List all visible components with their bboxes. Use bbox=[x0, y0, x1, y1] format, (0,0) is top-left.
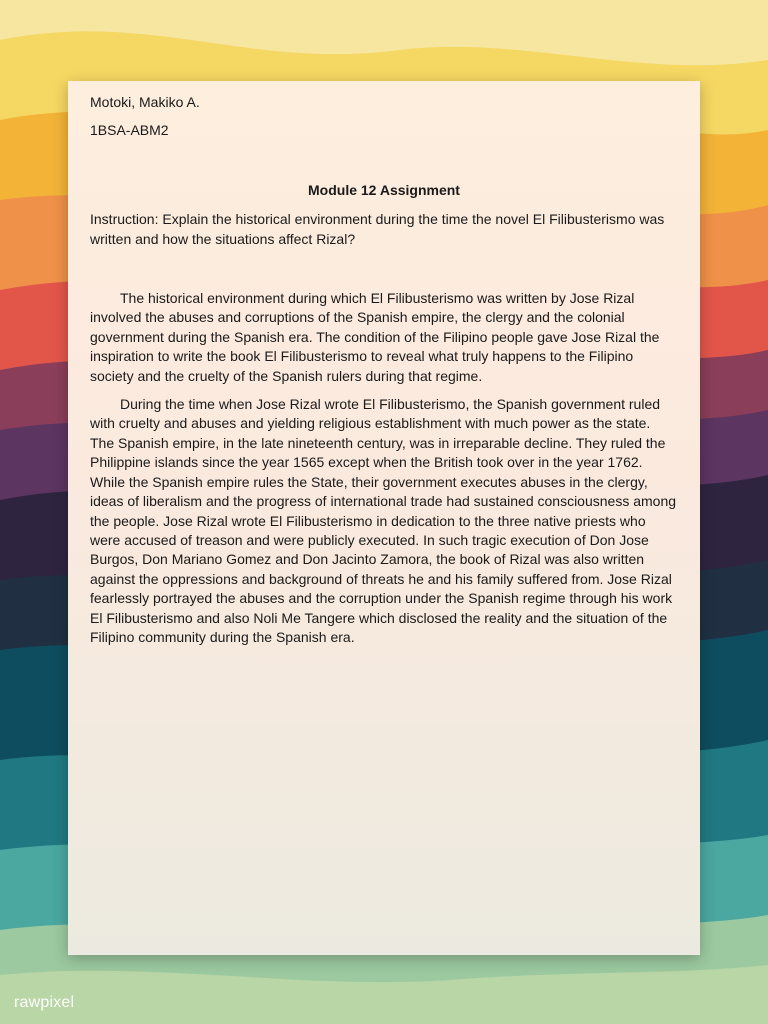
body-paragraph-2: During the time when Jose Rizal wrote El Filibusterismo, the Spanish government ruled with cruelty and abuses and yielding religious establishment with much power as the state. The Spanish empire, in the late nineteenth century, was in irreparable decline. They ruled the Philippine islands since the year 1565 except when the British took over in the year 1762. While the Spanish empire rules the State, their government executes abuses in the clergy, ideas of liberalism and the progress of international trade had sustained consciousness among the people. Jose Rizal wrote El Filibusterismo in dedication to the three native priests who were accused of treason and were publicly executed. In such tragic execution of Don Jose Burgos, Don Mariano Gomez and Don Jacinto Zamora, the book of Rizal was also written against the oppressions and background of threats he and his family suffered from. Jose Rizal fearlessly portrayed the abuses and the corruption under the Spanish regime through his work El Filibusterismo and also Noli Me Tangere which disclosed the reality and the situation of the Filipino community during the Spanish era. bbox=[90, 396, 677, 645]
author-name: Motoki, Makiko A. bbox=[90, 94, 200, 110]
section-code: 1BSA-ABM2 bbox=[90, 122, 169, 139]
rawpixel-watermark: rawpixel bbox=[14, 994, 75, 1011]
page-title: Module 12 Assignment bbox=[308, 181, 460, 198]
instruction-text: Instruction: Explain the historical environment during the time the novel El Filibusterismo was written and how the situations affect Rizal? bbox=[90, 211, 665, 247]
body-paragraph-1: The historical environment during which El Filibusterismo was written by Jose Rizal involved the abuses and corruptions of the Spanish empire, the clergy and the colonial government during the Spanish era. The condition of the Filipino people gave Jose Rizal the inspiration to write the book El Filibusterismo to reveal what truly happens to the Filipino society and the cruelty of the Spanish rulers during that regime. bbox=[90, 290, 660, 384]
document-page bbox=[68, 81, 700, 955]
